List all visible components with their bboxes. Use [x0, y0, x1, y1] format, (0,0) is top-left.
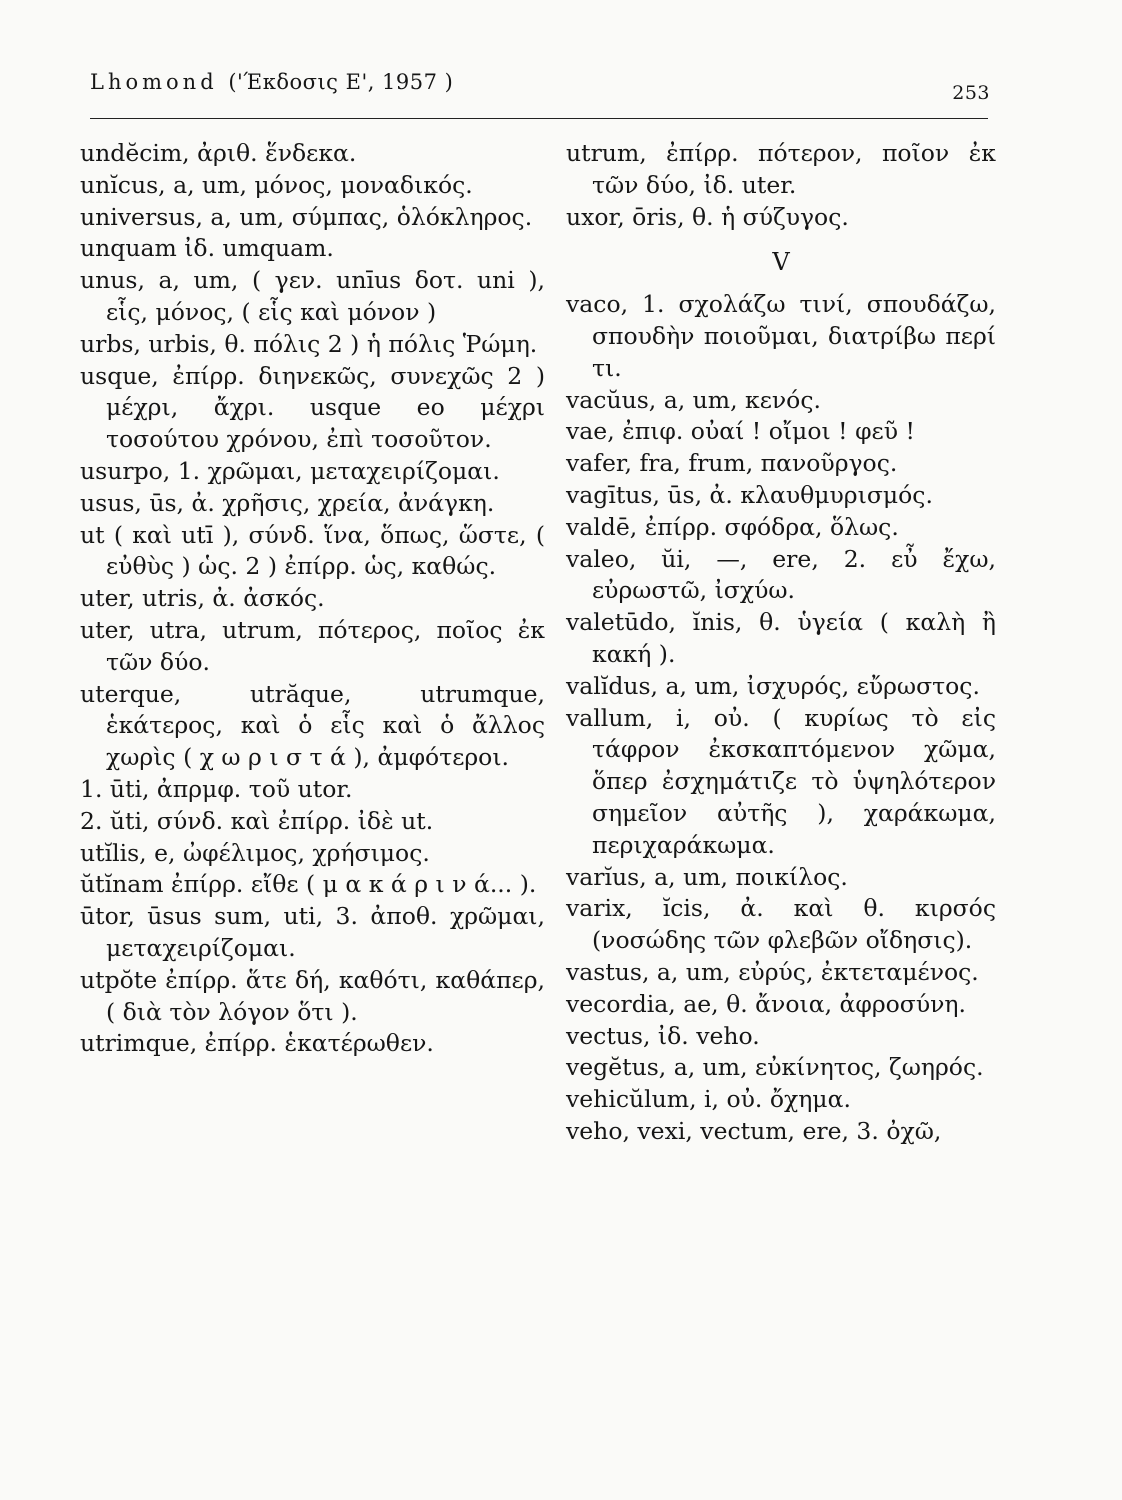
- dictionary-entry: varix, ĭcis, ἀ. καὶ θ. κιρσός (νοσώδης τῶν φλεβῶν οἴδησις).: [566, 894, 996, 955]
- header-rule: [90, 118, 988, 119]
- dictionary-entry: uter, utra, utrum, πότερος, ποῖος ἐκ τῶν δύο.: [80, 615, 545, 676]
- right-column: [566, 138, 996, 1148]
- dictionary-entry: unquam ἰδ. umquam.: [80, 234, 334, 263]
- dictionary-entry: unus, a, um, ( γεν. unīus δοτ. uni ), εἷς, μόνος, ( εἷς καὶ μόνον ): [80, 266, 545, 326]
- dictionary-entry: utrimque, ἐπίρρ. ἑκατέρωθεν.: [80, 1029, 434, 1058]
- dictionary-entry: usque, ἐπίρρ. διηνεκῶς, συνεχῶς 2 ) μέχρι, ἄχρι. usque eo μέχρι τοσούτου χρόνου, ἐπὶ τοσοῦτον.: [80, 361, 545, 454]
- page-number: 253: [952, 82, 990, 104]
- dictionary-entry: vagītus, ūs, ἀ. κλαυθμυρισμός.: [566, 480, 933, 509]
- dictionary-entry: unĭcus, a, um, μόνος, μοναδικός.: [80, 170, 473, 199]
- dictionary-entry: uxor, ōris, θ. ἡ σύζυγος.: [566, 202, 849, 231]
- dictionary-entry: universus, a, um, σύμπας, ὁλόκληρος.: [80, 202, 533, 231]
- dictionary-entry: ŭtĭnam ἐπίρρ. εἴθε ( μ α κ ά ρ ι ν ά... ).: [80, 870, 537, 899]
- dictionary-entry: vecordia, ae, θ. ἄνοια, ἀφροσύνη.: [566, 989, 966, 1018]
- book-title-text: Lhomond: [90, 70, 218, 94]
- dictionary-entry: vaco, 1. σχολάζω τινί, σπουδάζω, σπουδὴν ποιοῦμαι, διατρίβω περί τι.: [566, 290, 996, 382]
- dictionary-entry: vectus, ἰδ. veho.: [566, 1021, 760, 1050]
- dictionary-entry: varĭus, a, um, ποικίλος.: [566, 862, 848, 891]
- running-head: [90, 70, 990, 104]
- dictionary-entry: uter, utris, ἀ. ἀσκός.: [80, 584, 325, 613]
- edition-note: ('Έκδοσις Ε', 1957 ): [228, 70, 454, 94]
- dictionary-entry: 1. ūti, ἀπρμφ. τοῦ utor.: [80, 774, 353, 803]
- dictionary-entry: vastus, a, um, εὐρύς, ἐκτεταμένος.: [566, 957, 979, 986]
- dictionary-entry: vae, ἐπιφ. οὐαί ! οἴμοι ! φεῦ !: [566, 417, 915, 446]
- dictionary-entry: uterque, utrăque, utrumque, ἑκάτερος, καὶ ὁ εἷς καὶ ὁ ἄλλος χωρὶς ( χ ω ρ ι σ τ ά ), ἀμφότεροι.: [80, 679, 545, 772]
- dictionary-entry: valdē, ἐπίρρ. σφόδρα, ὅλως.: [566, 512, 899, 541]
- section-letter-heading: V: [772, 248, 790, 277]
- left-column: [80, 138, 545, 1060]
- dictionary-entry: vacŭus, a, um, κενός.: [566, 385, 821, 414]
- dictionary-entry: valĭdus, a, um, ἰσχυρός, εὔρωστος.: [566, 671, 980, 700]
- dictionary-entry: vehicŭlum, i, οὐ. ὄχημα.: [566, 1085, 851, 1114]
- dictionary-entry: vallum, i, οὐ. ( κυρίως τὸ εἰς τάφρον ἐκσκαπτόμενον χῶμα, ὅπερ ἐσχημάτιζε τὸ ὑψηλότερον σημεῖον αὐτῆς ), χαράκωμα, περιχαράκωμα.: [566, 703, 996, 859]
- dictionary-entry: utpŏte ἐπίρρ. ἅτε δή, καθότι, καθάπερ, ( διὰ τὸν λόγον ὅτι ).: [80, 965, 545, 1026]
- dictionary-entry: utrum, ἐπίρρ. πότερον, ποῖον ἐκ τῶν δύο, ἰδ. uter.: [566, 139, 996, 199]
- dictionary-entry: ut ( καὶ utī ), σύνδ. ἵνα, ὅπως, ὥστε, ( εὐθὺς ) ὡς. 2 ) ἐπίρρ. ὡς, καθώς.: [80, 520, 545, 581]
- dictionary-entry: usurpo, 1. χρῶμαι, μεταχειρίζομαι.: [80, 456, 500, 485]
- dictionary-entry: utĭlis, e, ὠφέλιμος, χρήσιμος.: [80, 838, 430, 867]
- dictionary-entry: vafer, fra, frum, πανοῦργος.: [566, 449, 898, 478]
- dictionary-entry: ūtor, ūsus sum, uti, 3. ἀποθ. χρῶμαι, μεταχειρίζομαι.: [80, 902, 545, 962]
- dictionary-entry: 2. ŭti, σύνδ. καὶ ἐπίρρ. ἰδὲ ut.: [80, 806, 434, 835]
- book-title: [90, 70, 453, 94]
- dictionary-entry: vegĕtus, a, um, εὐκίνητος, ζωηρός.: [566, 1053, 984, 1082]
- dictionary-entry: undĕcim, ἀριθ. ἕνδεκα.: [80, 139, 357, 167]
- dictionary-entry: valeo, ŭi, —, ere, 2. εὖ ἔχω, εὐρωστῶ, ἰσχύω.: [566, 544, 996, 605]
- dictionary-entry: valetūdo, ĭnis, θ. ὑγεία ( καλὴ ἢ κακή ).: [566, 608, 996, 668]
- dictionary-entry: usus, ūs, ἀ. χρῆσις, χρεία, ἀνάγκη.: [80, 488, 495, 517]
- dictionary-entry: veho, vexi, vectum, ere, 3. ὀχῶ,: [566, 1116, 942, 1145]
- dictionary-entry: urbs, urbis, θ. πόλις 2 ) ἡ πόλις Ῥώμη.: [80, 329, 538, 358]
